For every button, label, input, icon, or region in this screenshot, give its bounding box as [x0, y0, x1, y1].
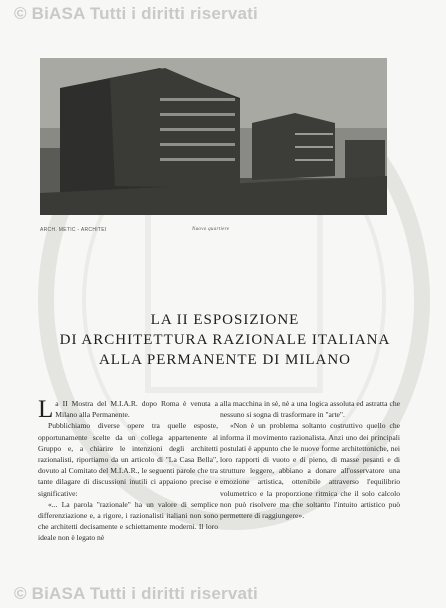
- title-line-3: ALLA PERMANENTE DI MILANO: [98, 352, 352, 368]
- photo-caption-architects: ARCH. METIC - ARCHITEI: [40, 227, 107, 233]
- watermark-top: © BiASA Tutti i diritti riservati: [14, 4, 258, 23]
- right-paragraph-1: alla macchina in sè, nè a una logica assoluta ed astratta che nessuno si sogna di trasformare in "arte".: [220, 399, 400, 420]
- building-photograph: [40, 58, 387, 215]
- title-line-2: DI ARCHITETTURA RAZIONALE ITALIANA: [59, 332, 391, 348]
- left-paragraph-1: La II Mostra del M.I.A.R. dopo Roma è venuta a Milano alla Permanente.: [38, 396, 218, 423]
- article-column-right: [220, 398, 400, 521]
- watermark-bottom: © BiASA Tutti i diritti riservati: [14, 584, 258, 603]
- article-column-left: [38, 398, 218, 544]
- left-paragraph-3: «... La parola "razionale" ha un valore di semplice differenziazione e, a rigore, i razionalisti italiani non sono che architetti decisamente e schiettamente moderni. Il loro ideale non è legato nè: [38, 499, 218, 543]
- photo-caption-title: Nuovo quartiere: [192, 227, 230, 232]
- drop-cap: L: [38, 396, 54, 423]
- right-paragraph-2: «Non è un problema soltanto costruttivo quello che informa il movimento razionalista. Anzi uno dei principali postulati è appunto che le nuove forme architettoniche, nei loro rapporti di vuoto e di pieno, di masse pesanti e di strutture leggere, abbiano a donare all'osservatore una emozione artistica, ottenibile attraverso l'equilibrio volumetrico e la proporzione ritmica che il solo calcolo non può risolvere ma che soltanto l'intuito artistico può permettere di raggiungere».: [220, 421, 400, 521]
- article-title: [40, 310, 410, 370]
- left-paragraph-2: Pubblichiamo diverse opere tra quelle esposte, opportunamente scelte da un collega appartenente al Gruppo e, a chiarire le intenzioni degli architetti razionalisti, riportiamo da un articolo di "La Casa Bella", dovuto al Comitato del M.I.A.R., le seguenti parole che tra tante dilagare di discussioni inutili ci appaiono precise e significative:: [38, 421, 218, 498]
- title-line-1: LA II ESPOSIZIONE: [150, 312, 300, 328]
